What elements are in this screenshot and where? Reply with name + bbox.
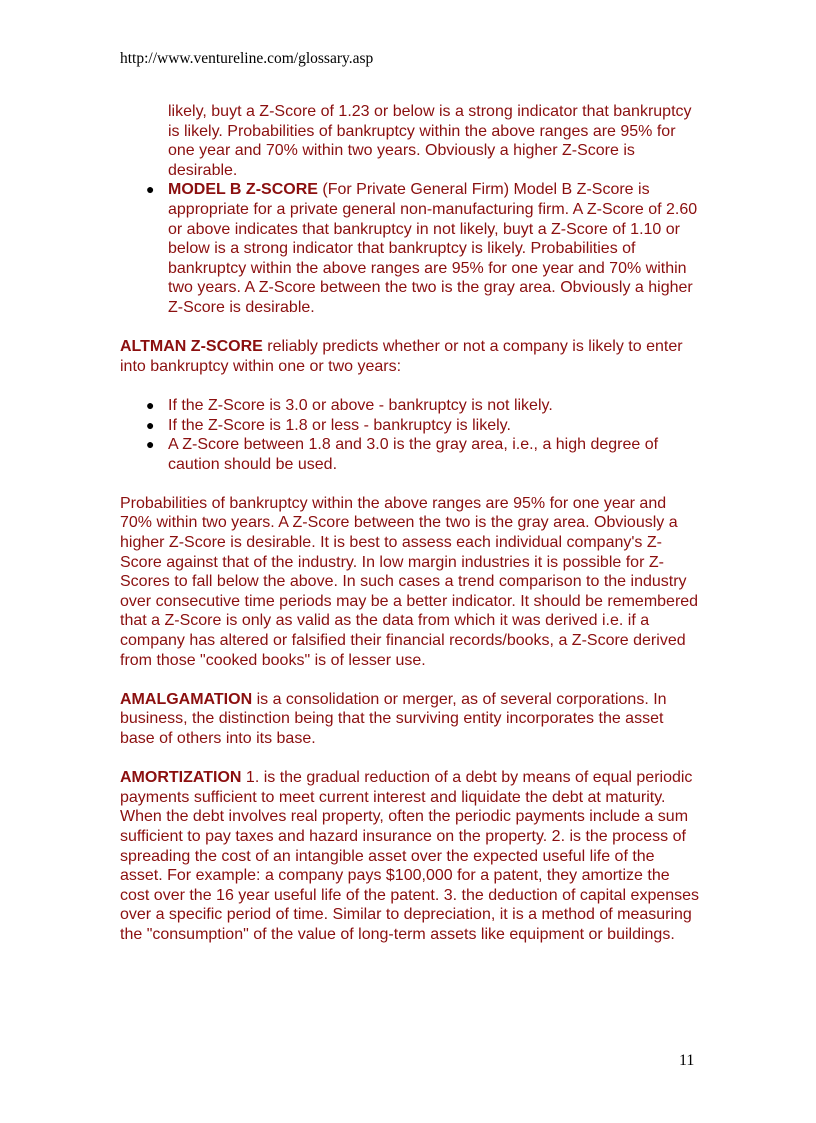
bullet-icon: ●	[146, 416, 155, 433]
list-item	[146, 396, 700, 416]
bullet-icon: ●	[146, 436, 155, 453]
list-item	[146, 180, 700, 317]
list-item	[146, 435, 700, 474]
amortization-text: 1. is the gradual reduction of a debt by means of equal periodic payments sufficient to meet current interest and liquidate the debt at maturity. When the debt involves real property, often the periodic payments include a sum sufficient to pay taxes and hazard insurance on the property. 2. is the process of spreading the cost of an intangible asset over the expected useful life of the asset. For example: a company pays $100,000 for a patent, they amortize the cost over the 16 year useful life of the patent. 3. the deduction of capital expenses over a specific period of time. Similar to depreciation, it is a method of measuring the "consumption" of the value of long-term assets like equipment or buildings.	[120, 769, 700, 943]
list-item	[146, 416, 700, 436]
altman-bullet-text: If the Z-Score is 3.0 or above - bankruptcy is not likely.	[168, 396, 553, 414]
amalgamation-text: is a consolidation or merger, as of several corporations. In business, the distinction being that the surviving entity incorporates the asset base of others into its base.	[120, 690, 667, 747]
amortization-term: AMORTIZATION	[120, 769, 242, 787]
bullet-icon: ●	[146, 396, 155, 413]
altman-bullet-text: If the Z-Score is 1.8 or less - bankruptcy is likely.	[168, 416, 511, 434]
page-number: 11	[679, 1052, 695, 1069]
bullet-icon: ●	[146, 181, 155, 198]
altman-term: ALTMAN Z-SCORE	[120, 338, 263, 356]
model-b-term: MODEL B Z-SCORE	[168, 181, 318, 199]
continued-item-text: likely, buyt a Z-Score of 1.23 or below is a strong indicator that bankruptcy is likely. Probabilities of bankruptcy within the above ranges are 95% for one year and 70% within two years. Obviously a higher Z-Score is desirable.	[168, 103, 692, 179]
altman-text: reliably predicts whether or not a company is likely to enter into bankruptcy within one or two years:	[120, 338, 683, 375]
zscore-model-list	[120, 102, 700, 318]
glossary-content	[120, 102, 700, 964]
altman-paragraph: Probabilities of bankruptcy within the above ranges are 95% for one year and 70% within two years. A Z-Score between the two is the gray area. Obviously a higher Z-Score is desirable. It is best to assess each individual company's Z-Score against that of the industry. In low margin industries it is possible for Z-Scores to fall below the above. In such cases a trend comparison to the industry over consecutive time periods may be a better indicator. It should be remembered that a Z-Score is only as valid as the data from which it was derived i.e. if a company has altered or falsified their financial records/books, a Z-Score derived from those "cooked books" is of lesser use.	[120, 494, 699, 669]
altman-entry	[120, 337, 700, 376]
amortization-entry	[120, 768, 700, 944]
list-item	[168, 102, 700, 180]
altman-bullet-text: A Z-Score between 1.8 and 3.0 is the gray area, i.e., a high degree of caution should be used.	[168, 436, 659, 473]
altman-bullet-list	[120, 396, 700, 474]
model-b-text: (For Private General Firm) Model B Z-Score is appropriate for a private general non-manufacturing firm. A Z-Score of 2.60 or above indicates that bankruptcy in not likely, buyt a Z-Score of 1.10 or below is a strong indicator that bankruptcy is likely. Probabilities of bankruptcy within the above ranges are 95% for one year and 70% within two years. A Z-Score between the two is the gray area. Obviously a higher Z-Score is desirable.	[168, 181, 698, 316]
amalgamation-term: AMALGAMATION	[120, 690, 253, 708]
header-url: http://www.ventureline.com/glossary.asp	[120, 50, 374, 67]
amalgamation-entry	[120, 690, 700, 749]
